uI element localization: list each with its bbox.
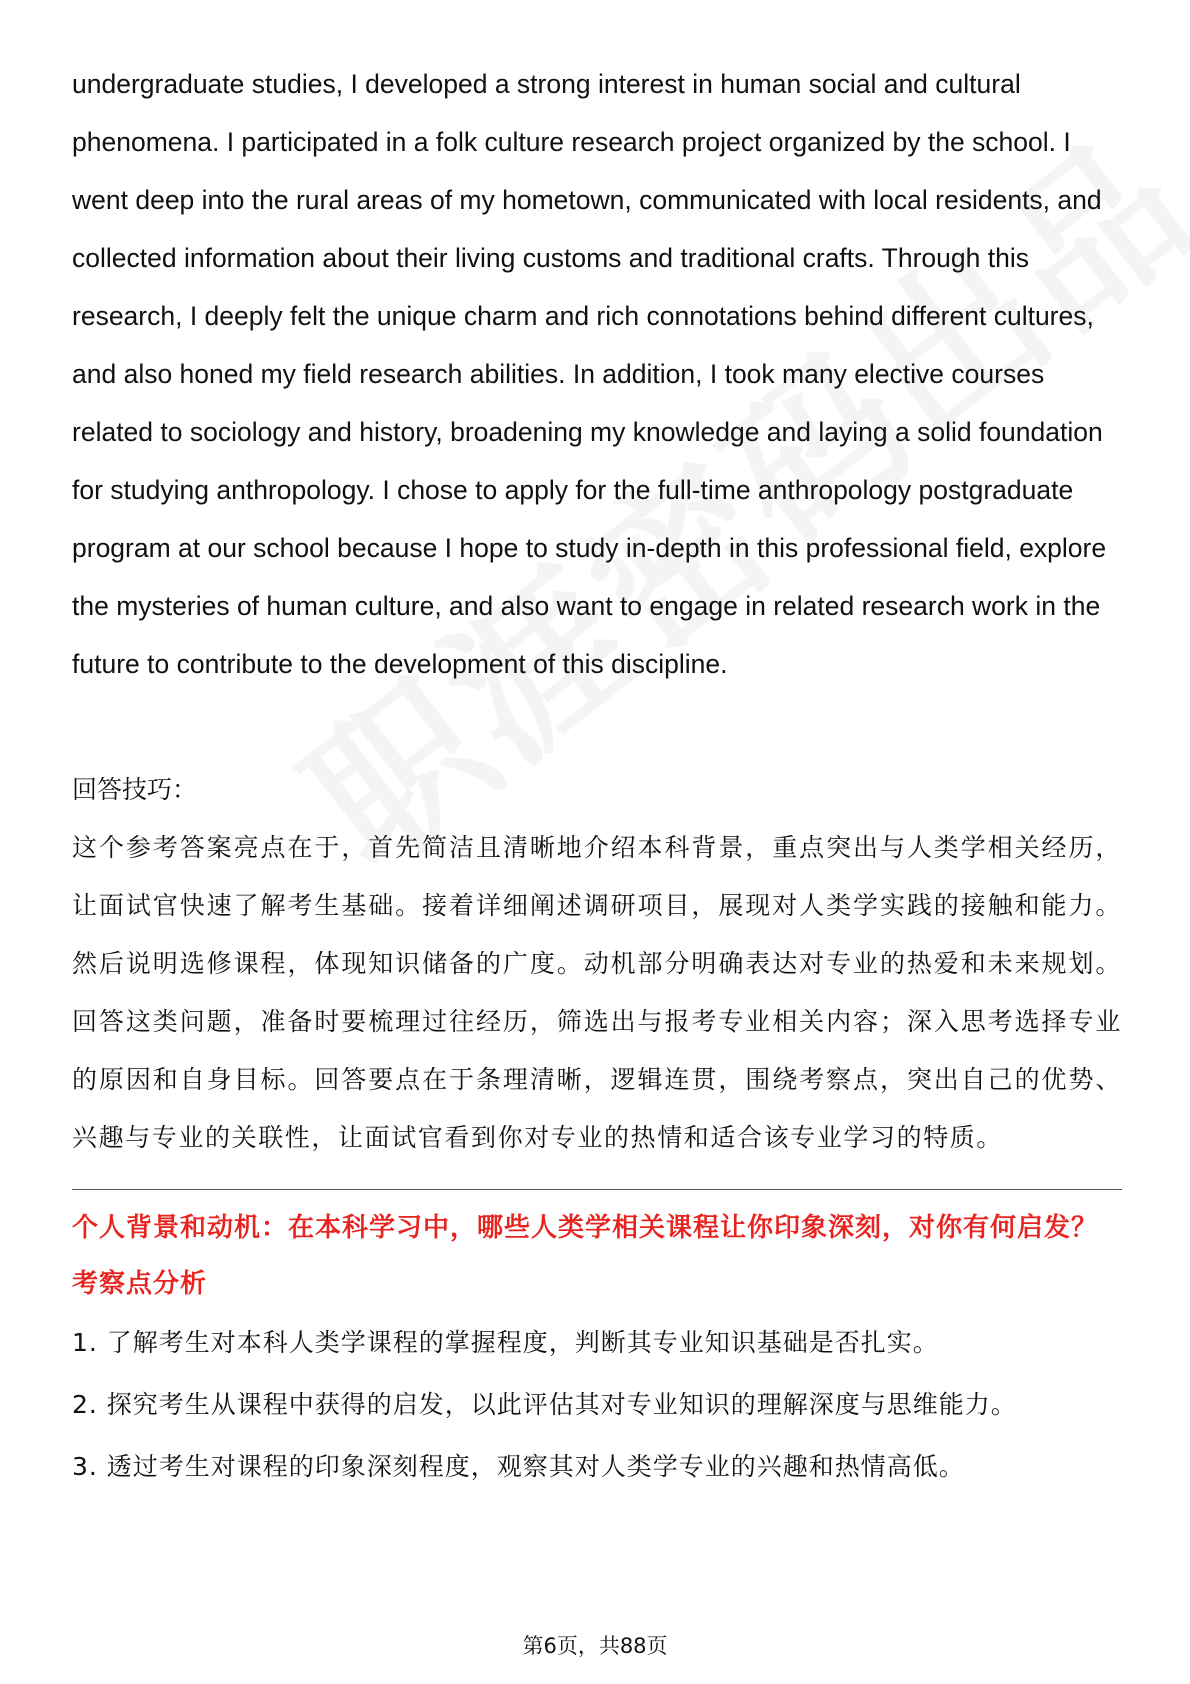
analysis-heading: 考察点分析 xyxy=(72,1269,208,1299)
question-heading: 个人背景和动机：在本科学习中，哪些人类学相关课程让你印象深刻，对你有何启发？ xyxy=(72,1213,1099,1243)
list-item: 1. 了解考生对本科人类学课程的掌握程度，判断其专业知识基础是否扎实。 xyxy=(72,1328,939,1357)
tips-body: 这个参考答案亮点在于，首先简洁且清晰地介绍本科背景，重点突出与人类学相关经历，让面试官快速了解考生基础。接着详细阐述调研项目，展现对人类学实践的接触和能力。然后说明选修课程，体现知识储备的广度。动机部分明确表达对专业的热爱和未来规划。回答这类问题，准备时要梳理过往经历，筛选出与报考专业相关内容；深入思考选择专业的原因和自身目标。回答要点在于条理清晰，逻辑连贯，围绕考察点，突出自己的优势、兴趣与专业的关联性，让面试官看到你对专业的热情和适合该专业学习的特质。 xyxy=(72,833,1122,1152)
page-content xyxy=(72,55,1122,1498)
list-item: 2. 探究考生从课程中获得的启发，以此评估其对专业知识的理解深度与思维能力。 xyxy=(72,1390,1017,1419)
tips-label: 回答技巧： xyxy=(72,775,198,804)
section-divider xyxy=(72,1189,1122,1190)
intro-paragraph: undergraduate studies, I developed a strong interest in human social and cultural phenomena. I participated in a folk culture research project organized by the school. I went deep into the rural areas of my hometown, communicated with local residents, and collected information about their living customs and traditional crafts. Through this research, I deeply felt the unique charm and rich connotations behind different cultures, and also honed my field research abilities. In addition, I took many elective courses related to sociology and history, broadening my knowledge and laying a solid foundation for studying anthropology. I chose to apply for the full-time anthropology postgraduate program at our school because I hope to study in-depth in this professional field, explore the mysteries of human culture, and also want to engage in related research work in the future to contribute to the development of this discipline. xyxy=(72,69,1107,679)
analysis-points xyxy=(72,1312,1122,1498)
page-number-footer: 第6页，共88页 xyxy=(522,1634,668,1658)
list-item: 3. 透过考生对课程的印象深刻程度，观察其对人类学专业的兴趣和热情高低。 xyxy=(72,1452,965,1481)
